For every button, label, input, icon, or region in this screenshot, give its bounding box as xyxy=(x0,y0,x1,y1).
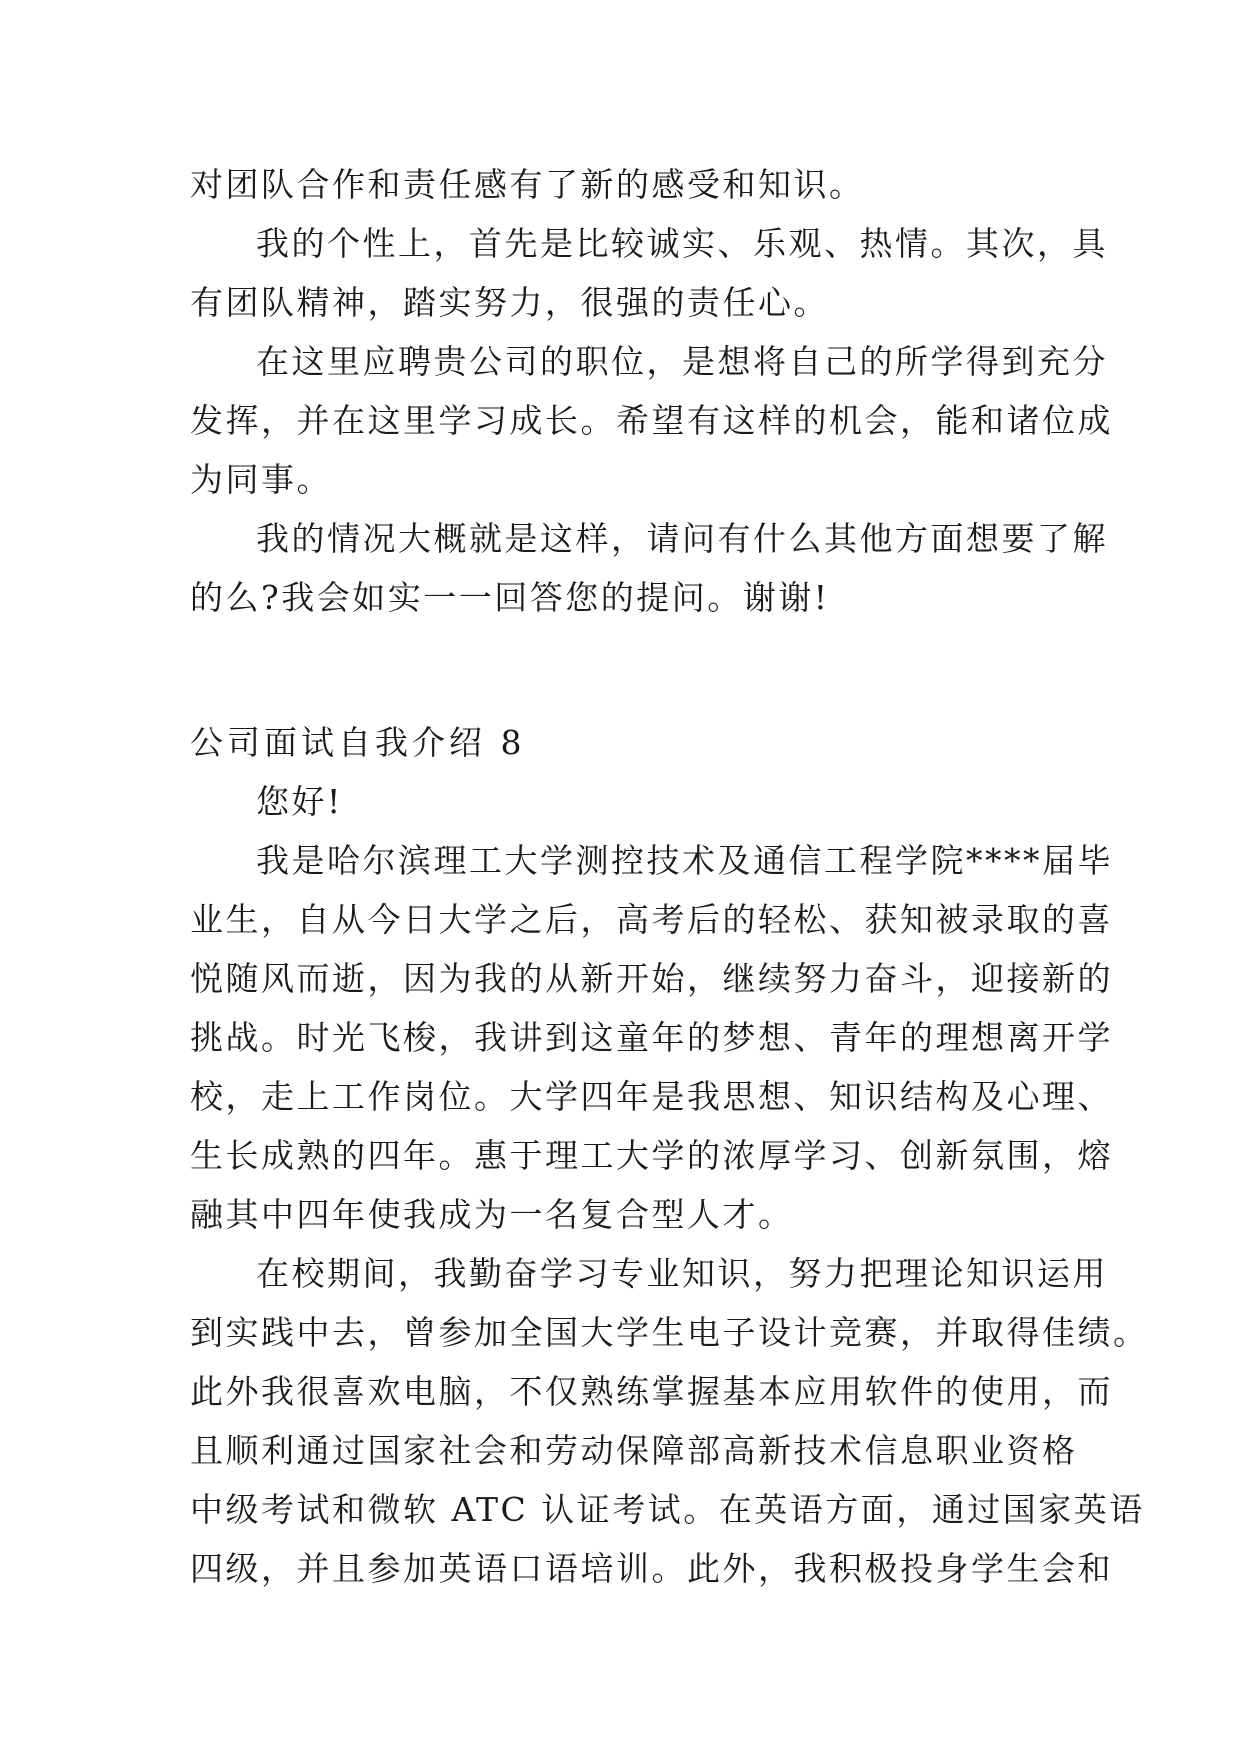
paragraph-line: 在这里应聘贵公司的职位，是想将自己的所学得到充分 xyxy=(256,342,1108,381)
paragraph-line: 此外我很喜欢电脑，不仅熟练掌握基本应用软件的使用，而 xyxy=(190,1372,1113,1411)
paragraph-line: 生长成熟的四年。惠于理工大学的浓厚学习、创新氛围，熔 xyxy=(190,1136,1113,1175)
paragraph-line: 我的个性上，首先是比较诚实、乐观、热情。其次，具 xyxy=(256,224,1108,263)
paragraph-line: 悦随风而逝，因为我的从新开始，继续努力奋斗，迎接新的 xyxy=(190,959,1113,998)
paragraph-line: 我的情况大概就是这样，请问有什么其他方面想要了解 xyxy=(256,519,1108,558)
paragraph-line: 有团队精神，踏实努力，很强的责任心。 xyxy=(190,283,829,322)
paragraph-line: 对团队合作和责任感有了新的感受和知识。 xyxy=(190,165,865,204)
paragraph-line: 融其中四年使我成为一名复合型人才。 xyxy=(190,1195,794,1234)
section-spacer xyxy=(190,627,1070,713)
section-title: 公司面试自我介绍 8 xyxy=(190,723,526,762)
paragraph-line: 的么?我会如实一一回答您的提问。谢谢! xyxy=(190,578,830,617)
paragraph-line: 发挥，并在这里学习成长。希望有这样的机会，能和诸位成 xyxy=(190,401,1113,440)
paragraph-line: 挑战。时光飞梭，我讲到这童年的梦想、青年的理想离开学 xyxy=(190,1018,1113,1057)
paragraph-line: 业生，自从今日大学之后，高考后的轻松、获知被录取的喜 xyxy=(190,900,1113,939)
paragraph-line: 为同事。 xyxy=(190,460,332,499)
paragraph-line: 中级考试和微软 ATC 认证考试。在英语方面，通过国家英语 xyxy=(190,1490,1145,1529)
document-body xyxy=(190,155,1149,1598)
paragraph-line: 四级，并且参加英语口语培训。此外，我积极投身学生会和 xyxy=(190,1549,1113,1588)
paragraph-line: 且顺利通过国家社会和劳动保障部高新技术信息职业资格 xyxy=(190,1431,1078,1470)
paragraph-line: 在校期间，我勤奋学习专业知识，努力把理论知识运用 xyxy=(256,1254,1108,1293)
paragraph-line: 到实践中去，曾参加全国大学生电子设计竞赛，并取得佳绩。 xyxy=(190,1313,1149,1352)
greeting-line: 您好! xyxy=(256,782,343,821)
paragraph-line: 我是哈尔滨理工大学测控技术及通信工程学院****届毕 xyxy=(256,841,1113,880)
paragraph-line: 校，走上工作岗位。大学四年是我思想、知识结构及心理、 xyxy=(190,1077,1113,1116)
